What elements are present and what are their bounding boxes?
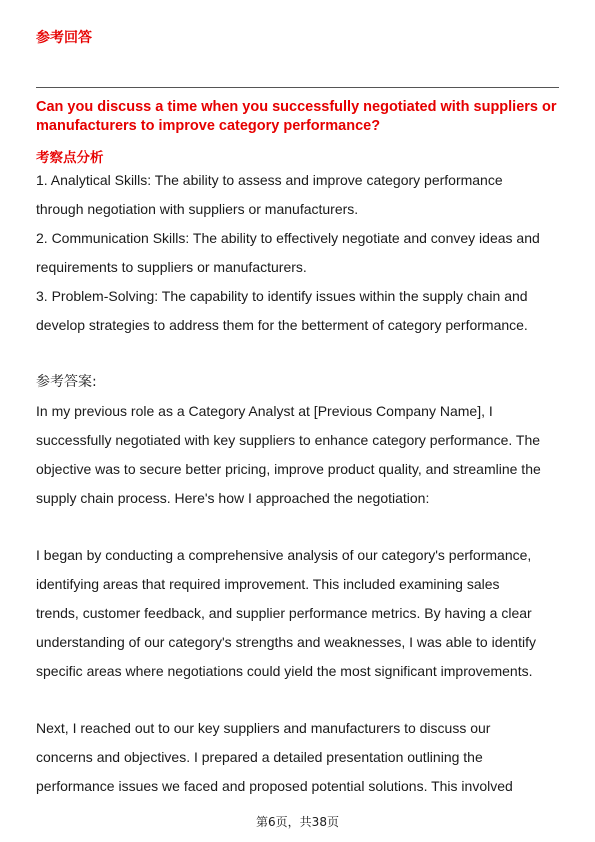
answer-line: successfully negotiated with key suppliers to enhance category performance. The — [36, 432, 541, 448]
answer-line: supply chain process. Here's how I approached the negotiation: — [36, 490, 430, 506]
question-heading — [36, 98, 576, 136]
question-line: manufacturers to improve category performance? — [36, 118, 381, 134]
answer-paragraph — [36, 397, 566, 513]
answer-line: concerns and objectives. I prepared a detailed presentation outlining the — [36, 749, 483, 765]
answer-line: specific areas where negotiations could yield the most significant improvements. — [36, 663, 533, 679]
analysis-line: 3. Problem-Solving: The capability to identify issues within the supply chain and — [36, 288, 528, 304]
answer-line: In my previous role as a Category Analyst at [Previous Company Name], I — [36, 403, 493, 419]
analysis-line: through negotiation with suppliers or manufacturers. — [36, 201, 359, 217]
analysis-heading: 考察点分析 — [36, 150, 104, 166]
answer-line: identifying areas that required improvement. This included examining sales — [36, 576, 500, 592]
answer-paragraph — [36, 541, 566, 686]
divider-line — [36, 87, 559, 88]
analysis-line: 1. Analytical Skills: The ability to assess and improve category performance — [36, 172, 503, 188]
analysis-line: 2. Communication Skills: The ability to effectively negotiate and convey ideas and — [36, 230, 540, 246]
answer-line: understanding of our category's strengths and weaknesses, I was able to identify — [36, 634, 536, 650]
answer-label: 参考答案: — [36, 374, 97, 390]
answer-paragraph — [36, 714, 566, 801]
answer-line: objective was to secure better pricing, improve product quality, and streamline the — [36, 461, 541, 477]
answer-line: performance issues we faced and proposed potential solutions. This involved — [36, 778, 513, 794]
page-indicator: 第6页，共38页 — [256, 815, 339, 829]
analysis-line: develop strategies to address them for the betterment of category performance. — [36, 317, 528, 333]
section-title: 参考回答 — [36, 30, 92, 46]
question-line: Can you discuss a time when you successfully negotiated with suppliers or — [36, 99, 557, 115]
answer-line: trends, customer feedback, and supplier performance metrics. By having a clear — [36, 605, 532, 621]
answer-line: Next, I reached out to our key suppliers and manufacturers to discuss our — [36, 720, 491, 736]
analysis-points — [36, 166, 566, 340]
analysis-line: requirements to suppliers or manufacturers. — [36, 259, 307, 275]
answer-line: I began by conducting a comprehensive analysis of our category's performance, — [36, 547, 532, 563]
